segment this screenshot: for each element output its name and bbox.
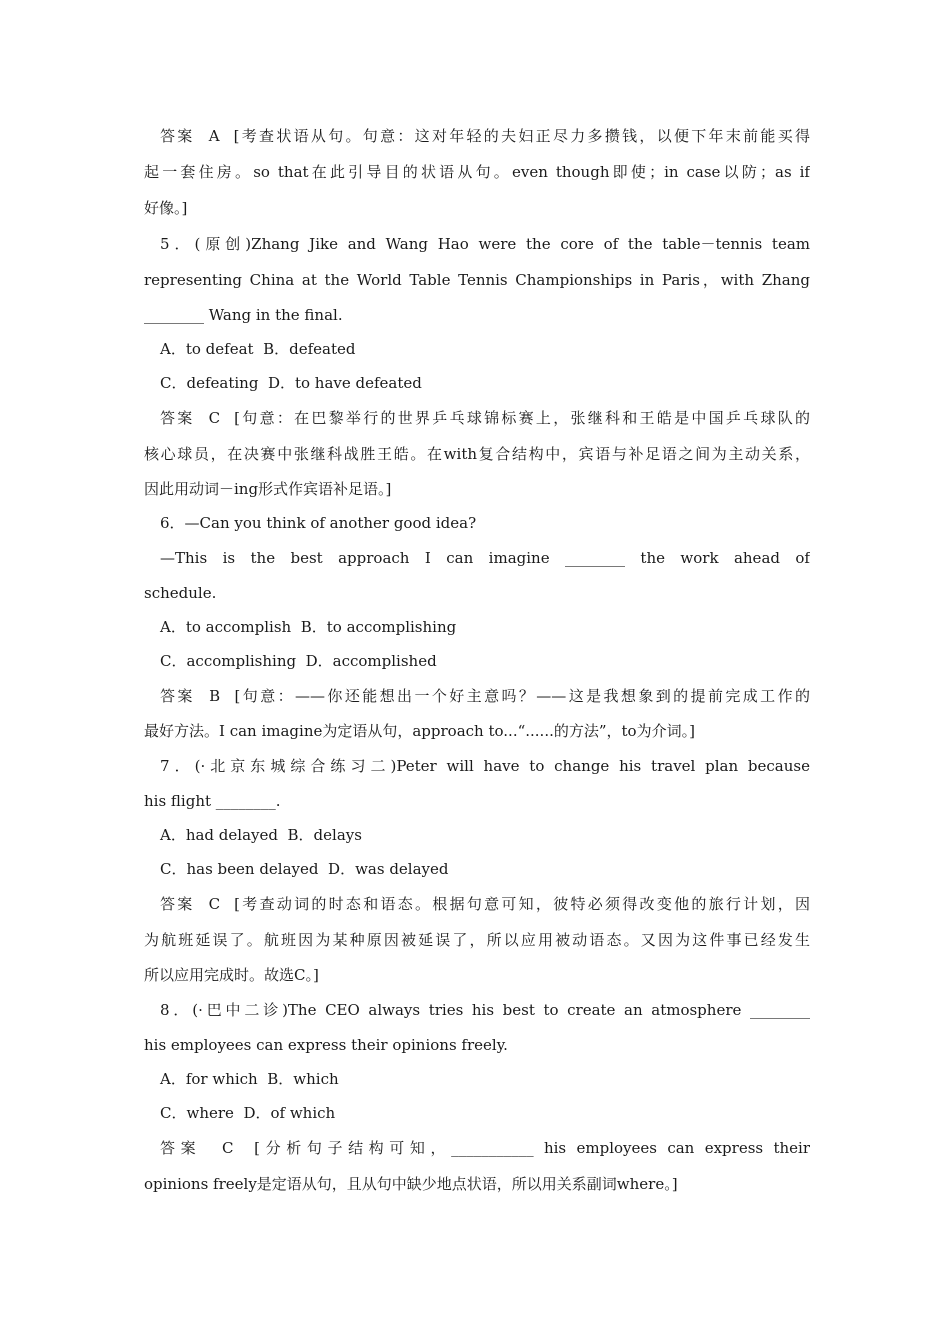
- text-line: 答案 C [考查动词的时态和语态。根据句意可知，彼特必须得改变他的旅行计划，因: [160, 895, 810, 913]
- text-line: his employees can express their opinions freely.: [144, 1036, 508, 1054]
- document-body: [144, 118, 810, 1202]
- text-line: 5．(原创)Zhang Jike and Wang Hao were the core of the table－tennis team: [160, 235, 810, 253]
- text-line: A．had delayed B．delays: [160, 826, 362, 844]
- text-line: 答案 B [句意：——你还能想出一个好主意吗？——这是我想象到的提前完成工作的: [160, 687, 810, 705]
- text-line: C．where D．of which: [160, 1104, 336, 1122]
- text-line: 答案 C [分析句子结构可知，___________ his employees can express their: [160, 1139, 810, 1157]
- text-line: 核心球员，在决赛中张继科战胜王皓。在with复合结构中，宾语与补足语之间为主动关系，: [144, 445, 810, 463]
- text-line: 好像。]: [144, 199, 188, 217]
- text-line: C．defeating D．to have defeated: [160, 374, 422, 392]
- text-line: 因此用动词－ing形式作宾语补足语。]: [144, 480, 392, 498]
- text-line: C．has been delayed D．was delayed: [160, 860, 449, 878]
- text-line: —This is the best approach I can imagine ________ the work ahead of: [160, 549, 810, 567]
- text-line: 为航班延误了。航班因为某种原因被延误了，所以应用被动语态。又因为这件事已经发生: [144, 931, 810, 949]
- text-line: opinions freely是定语从句，且从句中缺少地点状语，所以用关系副词where。]: [144, 1175, 678, 1193]
- text-line: 答案 A [考查状语从句。句意：这对年轻的夫妇正尽力多攒钱，以便下年末前能买得: [160, 127, 810, 145]
- text-line: 答案 C [句意：在巴黎举行的世界乒乓球锦标赛上，张继科和王皓是中国乒乓球队的: [160, 409, 810, 427]
- text-line: schedule.: [144, 584, 217, 602]
- text-line: 所以应用完成时。故选C。]: [144, 966, 319, 984]
- text-line: C．accomplishing D．accomplished: [160, 652, 437, 670]
- text-line: A．for which B．which: [160, 1070, 339, 1088]
- text-line: A．to accomplish B．to accomplishing: [160, 618, 457, 636]
- text-line: 最好方法。I can imagine为定语从句，approach to...“......的方法”，to为介词。]: [144, 722, 695, 740]
- text-line: 6．—Can you think of another good idea?: [160, 514, 477, 532]
- text-line: 8．(·巴中二诊)The CEO always tries his best to create an atmosphere ________: [160, 1001, 810, 1019]
- text-line: A．to defeat B．defeated: [160, 340, 356, 358]
- text-line: his flight ________.: [144, 792, 281, 810]
- text-line: ________ Wang in the final.: [144, 306, 343, 324]
- text-line: 起一套住房。so that在此引导目的状语从句。even though即使；in case以防；as if: [144, 163, 810, 181]
- text-line: 7．(·北京东城综合练习二)Peter will have to change his travel plan because: [160, 757, 810, 775]
- text-line: representing China at the World Table Tennis Championships in Paris，with Zhang: [144, 271, 810, 289]
